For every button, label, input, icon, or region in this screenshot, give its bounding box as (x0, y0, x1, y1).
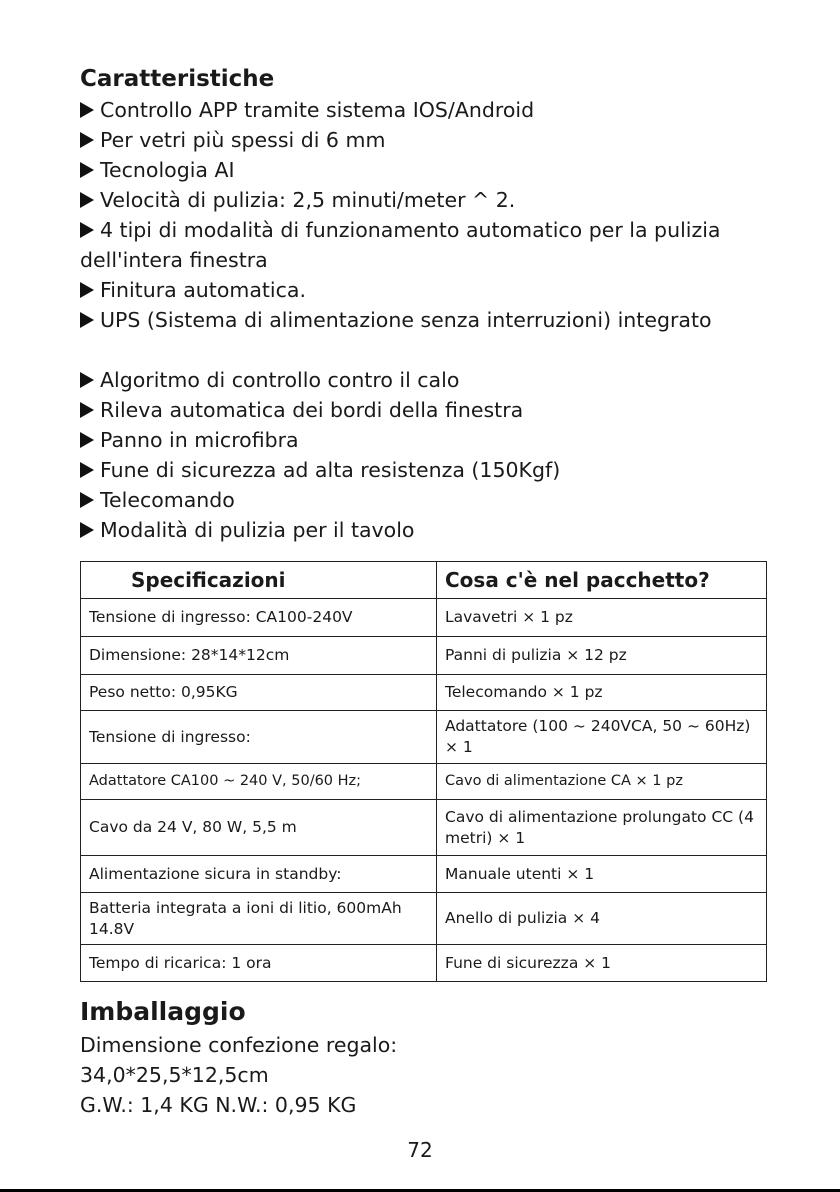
feature-item: Panno in microfibra (80, 425, 780, 455)
packaging-line: Dimensione confezione regalo: (80, 1033, 398, 1057)
package-column-header: Cosa c'è nel pacchetto? (437, 562, 767, 599)
spec-cell: Tensione di ingresso: (81, 711, 437, 764)
specs-column-header: Specificazioni (81, 562, 437, 599)
feature-item: UPS (Sistema di alimentazione senza interruzioni) integrato (80, 305, 780, 365)
table-header-row (81, 562, 767, 599)
package-cell: Adattatore (100 ~ 240VCA, 50 ~ 60Hz) × 1 (437, 711, 767, 764)
package-cell: Panni di pulizia × 12 pz (437, 637, 767, 675)
feature-item: Algoritmo di controllo contro il calo (80, 365, 780, 395)
packaging-line: 34,0*25,5*12,5cm (80, 1063, 269, 1087)
spec-cell: Tempo di ricarica: 1 ora (81, 945, 437, 982)
triangle-bullet-icon (80, 372, 94, 388)
features-list (80, 95, 780, 545)
spec-cell: Alimentazione sicura in standby: (81, 856, 437, 893)
table-row (81, 800, 767, 856)
page-number: 72 (407, 1138, 433, 1162)
table-row (81, 764, 767, 800)
table-row (81, 711, 767, 764)
package-cell: Anello di pulizia × 4 (437, 893, 767, 945)
package-cell: Lavavetri × 1 pz (437, 599, 767, 637)
table-row (81, 893, 767, 945)
feature-item: Telecomando (80, 485, 780, 515)
spec-cell: Peso netto: 0,95KG (81, 675, 437, 711)
table-row (81, 945, 767, 982)
triangle-bullet-icon (80, 162, 94, 178)
triangle-bullet-icon (80, 132, 94, 148)
triangle-bullet-icon (80, 432, 94, 448)
spec-cell: Adattatore CA100 ~ 240 V, 50/60 Hz; (81, 764, 437, 800)
package-cell: Fune di sicurezza × 1 (437, 945, 767, 982)
feature-item: Controllo APP tramite sistema IOS/Android (80, 95, 780, 125)
packaging-list (80, 1030, 397, 1120)
feature-item: Per vetri più spessi di 6 mm (80, 125, 780, 155)
packaging-line: G.W.: 1,4 KG N.W.: 0,95 KG (80, 1093, 357, 1117)
spec-cell: Cavo da 24 V, 80 W, 5,5 m (81, 800, 437, 856)
feature-item: Velocità di pulizia: 2,5 minuti/meter ^ 2. (80, 185, 780, 215)
feature-item: Fune di sicurezza ad alta resistenza (150Kgf) (80, 455, 780, 485)
triangle-bullet-icon (80, 462, 94, 478)
package-cell: Cavo di alimentazione prolungato CC (4 metri) × 1 (437, 800, 767, 856)
package-cell: Manuale utenti × 1 (437, 856, 767, 893)
triangle-bullet-icon (80, 102, 94, 118)
table-row (81, 599, 767, 637)
feature-item: Tecnologia AI (80, 155, 780, 185)
packaging-heading: Imballaggio (80, 997, 246, 1026)
triangle-bullet-icon (80, 222, 94, 238)
spec-cell: Tensione di ingresso: CA100-240V (81, 599, 437, 637)
triangle-bullet-icon (80, 192, 94, 208)
triangle-bullet-icon (80, 492, 94, 508)
spec-cell: Dimensione: 28*14*12cm (81, 637, 437, 675)
spec-cell: Batteria integrata a ioni di litio, 600mAh 14.8V (81, 893, 437, 945)
triangle-bullet-icon (80, 522, 94, 538)
feature-item: Modalità di pulizia per il tavolo (80, 515, 780, 545)
features-heading: Caratteristiche (80, 66, 275, 92)
table-row (81, 856, 767, 893)
feature-item: Finitura automatica. (80, 275, 780, 305)
spec-table (80, 561, 767, 982)
feature-item: Rileva automatica dei bordi della finestra (80, 395, 780, 425)
package-cell: Cavo di alimentazione CA × 1 pz (437, 764, 767, 800)
table-row (81, 675, 767, 711)
package-cell: Telecomando × 1 pz (437, 675, 767, 711)
triangle-bullet-icon (80, 282, 94, 298)
triangle-bullet-icon (80, 402, 94, 418)
triangle-bullet-icon (80, 312, 94, 328)
table-row (81, 637, 767, 675)
feature-item: 4 tipi di modalità di funzionamento automatico per la pulizia dell'intera finestra (80, 218, 721, 272)
